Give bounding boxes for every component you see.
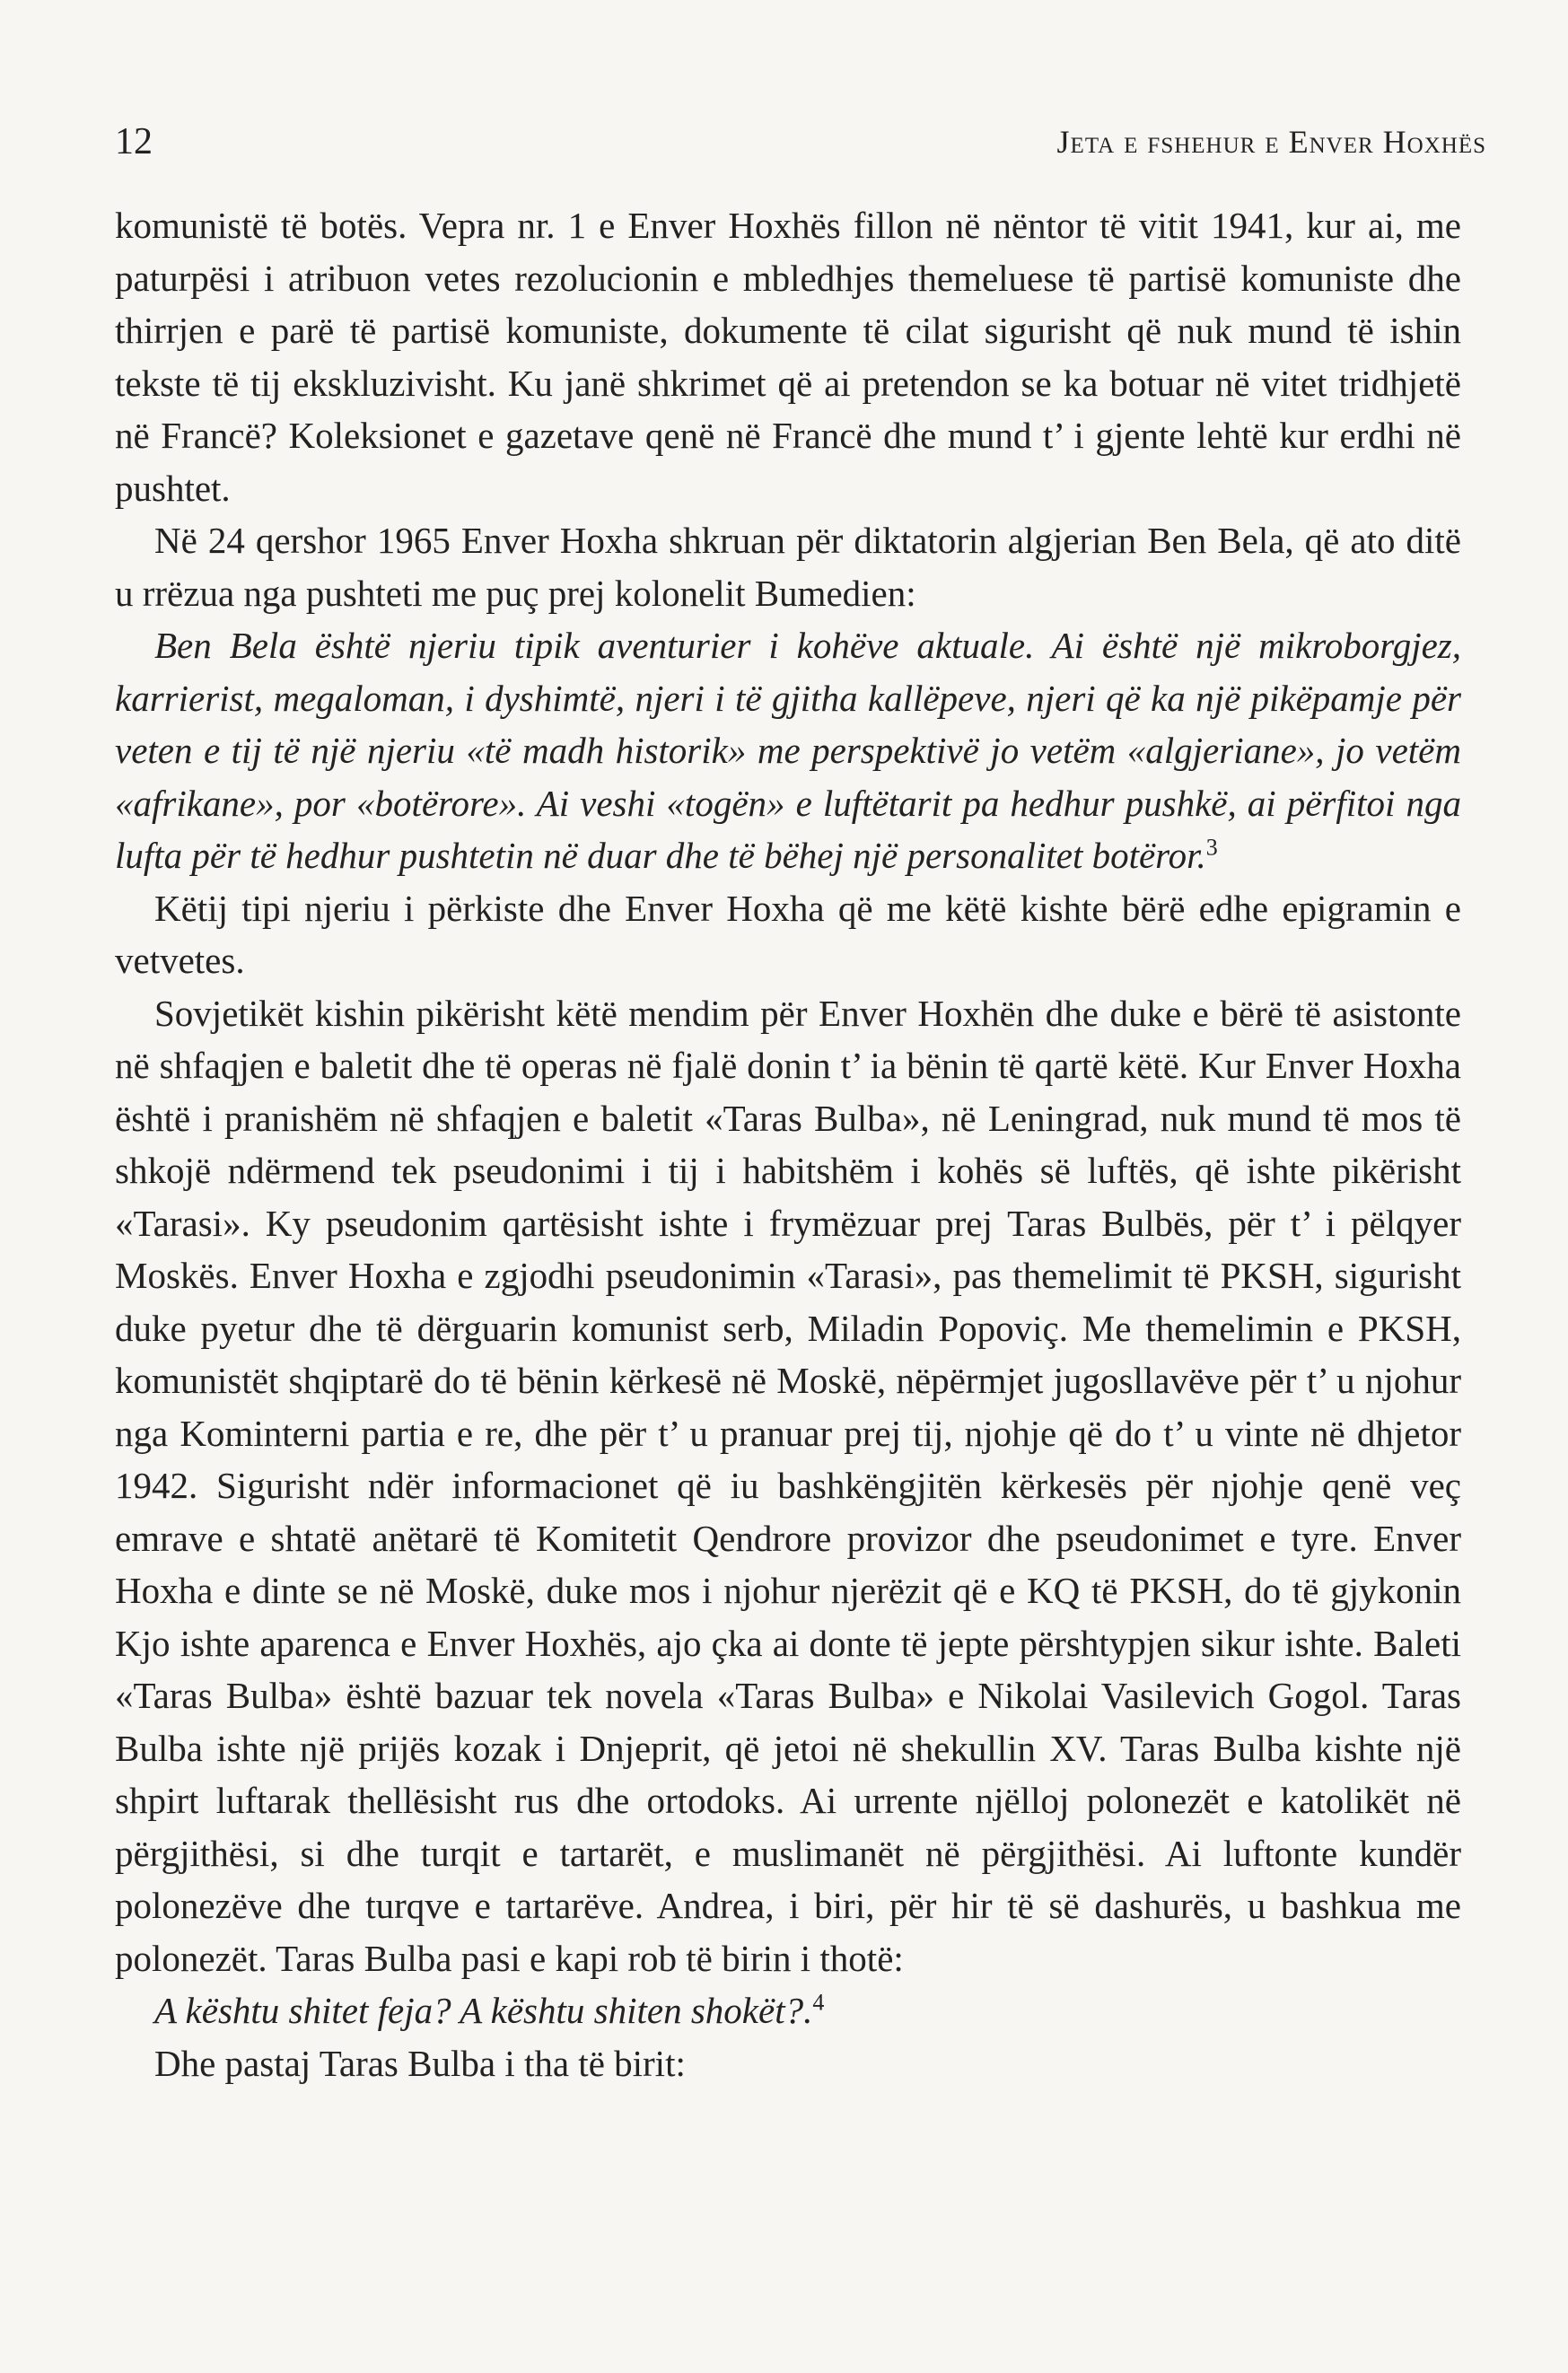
body-text bbox=[115, 199, 1461, 2089]
paragraph-5: Dhe pastaj Taras Bulba i tha të birit: bbox=[154, 2042, 686, 2084]
paragraph-3: Këtij tipi njeriu i përkiste dhe Enver Hoxha që me këtë kishte bërë edhe epigramin e vetvetes. bbox=[115, 887, 1461, 981]
footnote-ref-4: 4 bbox=[812, 1989, 825, 2016]
page-header bbox=[115, 115, 1486, 169]
footnote-ref-3: 3 bbox=[1205, 834, 1218, 861]
page-number: 12 bbox=[115, 121, 153, 162]
short-quote bbox=[115, 1984, 1461, 2037]
paragraph-1: komunistë të botës. Vepra nr. 1 e Enver Hoxhës fillon në nëntor të vitit 1941, kur ai, me paturpësi i atribuon vetes rezolucionin e mbledhjes themeluese të partisë komuniste dhe thirrjen e parë të partisë komuniste, dokumente të cilat sigurisht që nuk mund të ishin tekste të tij ekskluzivisht. Ku janë shkrimet që ai pretendon se ka botuar në vitet tridhjetë në Francë? Koleksionet e gazetave qenë në Francë dhe mund t’ i gjente lehtë kur erdhi në pushtet. bbox=[115, 205, 1461, 509]
paragraph-4: Sovjetikët kishin pikërisht këtë mendim për Enver Hoxhën dhe duke e bërë të asistonte në shfaqjen e baletit dhe të operas në fjalë donin t’ ia bënin të qartë këtë. Kur Enver Hoxha është i pranishëm në shfaqjen e baletit «Taras Bulba», në Leningrad, nuk mund të mos të shkojë ndërmend tek pseudonimi i tij i habitshëm i kohës së luftës, që ishte pikërisht «Tarasi». Ky pseudonim qartësisht ishte i frymëzuar prej Taras Bulbës, për t’ i pëlqyer Moskës. Enver Hoxha e zgjodhi pseudonimin «Tarasi», pas themelimit të PKSH, sigurisht duke pyetur dhe të dërguarin komunist serb, Miladin Popoviç. Me themelimin e PKSH, komunistët shqiptarë do të bënin kërkesë në Moskë, nëpërmjet jugosllavëve për t’ u njohur nga Kominterni partia e re, dhe për t’ u pranuar prej tij, njohje që do t’ u vinte në dhjetor 1942. Sigurisht ndër informacionet që iu bashkëngjitën kërkesës për njohje qenë veç emrave e shtatë anëtarë të Komitetit Qendrore provizor dhe pseudonimet e tyre. Enver Hoxha e dinte se në Moskë, duke mos i njohur njerëzit që e KQ të PKSH, do të gjykonin Kjo ishte aparenca e Enver Hoxhës, ajo çka ai donte të jepte përshtypjen sikur ishte. Baleti «Taras Bulba» është bazuar tek novela «Taras Bulba» e Nikolai Vasilevich Gogol. Taras Bulba ishte një prijës kozak i Dnjeprit, që jetoi në shekullin XV. Taras Bulba kishte një shpirt luftarak thellësisht rus dhe ortodoks. Ai urrente njëlloj polonezët e katolikët në përgjithësi, si dhe turqit e tartarët, e muslimanët në përgjithësi. Ai luftonte kundër polonezëve dhe turqve e tartarëve. Andrea, i biri, për hir të së dashurës, u bashkua me polonezët. Taras Bulba pasi e kapi rob të birin i thotë: bbox=[115, 992, 1461, 1979]
paragraph-2: Në 24 qershor 1965 Enver Hoxha shkruan për diktatorin algjerian Ben Bela, që ato ditë u rrëzua nga pushteti me puç prej kolonelit Bumedien: bbox=[115, 520, 1461, 614]
short-quote-text: A kështu shitet feja? A kështu shiten shokët?. bbox=[154, 1990, 813, 2031]
block-quote-text: Ben Bela është njeriu tipik aventurier i kohëve aktuale. Ai është një mikroborgjez, karrierist, megaloman, i dyshimtë, njeri i të gjitha kallëpeve, njeri që ka një pikëpamje për veten e tij të një njeriu «të madh historik» me perspektivë jo vetëm «algjeriane», jo vetëm «afrikane», por «botërore». Ai veshi «togën» e luftëtarit pa hedhur pushkë, ai përfitoi nga lufta për të hedhur pushtetin në duar dhe të bëhej një personalitet botëror. bbox=[115, 625, 1461, 876]
block-quote-ben-bela bbox=[115, 619, 1461, 882]
running-head: Jeta e fshehur e Enver Hoxhës bbox=[1056, 124, 1486, 160]
